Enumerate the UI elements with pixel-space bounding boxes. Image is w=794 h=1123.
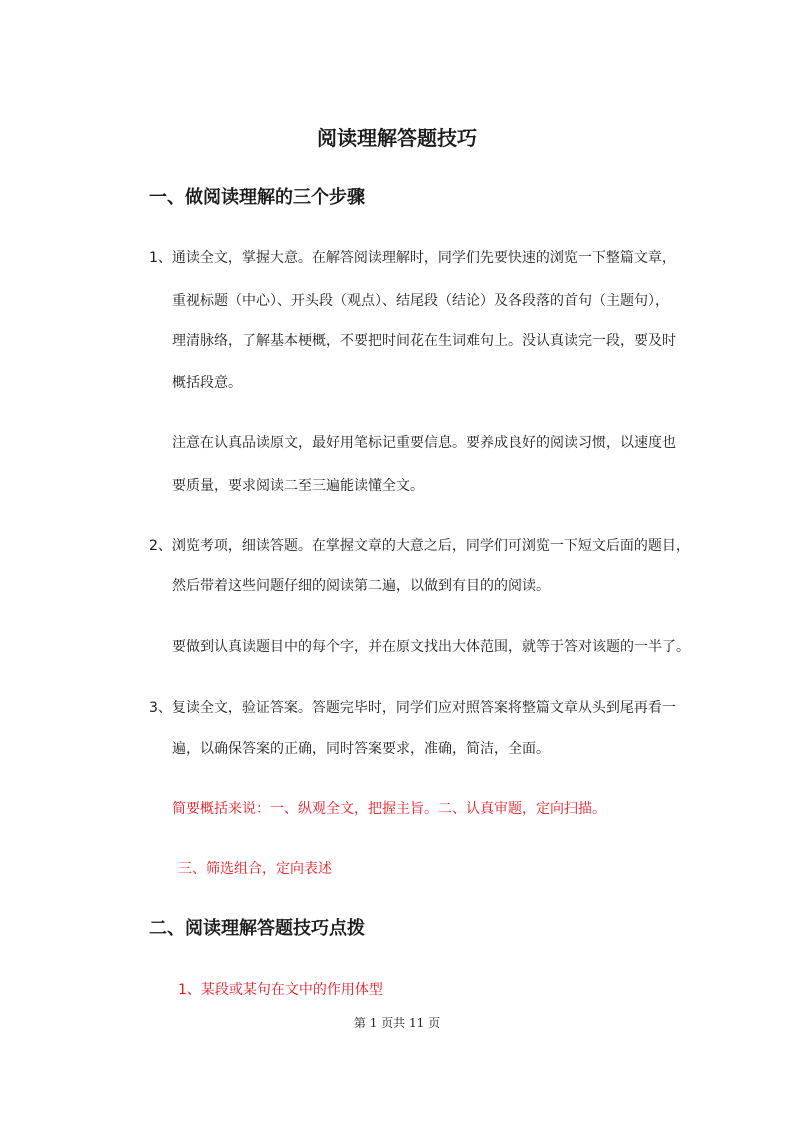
step1-note-line-1: 注意在认真品读原文，最好用笔标记重要信息。要养成良好的阅读习惯，以速度也 bbox=[172, 435, 676, 451]
document-title: 阅读理解答题技巧 bbox=[317, 126, 477, 150]
step1-line-2: 重视标题（中心）、开头段（观点）、结尾段（结论）及各段落的首句（主题句）， bbox=[172, 293, 669, 309]
section-heading-steps: 一、做阅读理解的三个步骤 bbox=[149, 187, 365, 208]
tips-subheading-1: 1、某段或某句在文中的作用体型 bbox=[178, 982, 383, 998]
summary-line-2: 三、筛选组合，定向表述 bbox=[178, 861, 332, 877]
step3-line-1: 3、复读全文，验证答案。答题完毕时，同学们应对照答案将整篇文章从头到尾再看一 bbox=[149, 700, 676, 716]
step2-line-2: 然后带着这些问题仔细的阅读第二遍，以做到有目的的阅读。 bbox=[172, 578, 550, 594]
page-footer: 第 1 页共 11 页 bbox=[353, 1016, 441, 1030]
step1-note-line-2: 要质量，要求阅读二至三遍能读懂全文。 bbox=[172, 478, 424, 494]
step2-line-1: 2、浏览考项，细读答题。在掌握文章的大意之后，同学们可浏览一下短文后面的题目， bbox=[149, 538, 690, 554]
step2-note: 要做到认真读题目中的每个字，并在原文找出大体范围，就等于答对该题的一半了。 bbox=[172, 639, 690, 655]
section-heading-tips: 二、阅读理解答题技巧点拨 bbox=[149, 918, 365, 939]
step1-line-3: 理清脉络，了解基本梗概，不要把时间花在生词难句上。没认真读完一段，要及时 bbox=[172, 333, 676, 349]
step1-line-4: 概括段意。 bbox=[172, 375, 242, 391]
step3-line-2: 遍，以确保答案的正确，同时答案要求，准确，简洁，全面。 bbox=[172, 741, 550, 757]
summary-line-1: 简要概括来说：一、纵观全文，把握主旨。二、认真审题，定向扫描。 bbox=[172, 801, 606, 817]
step1-line-1: 1、通读全文，掌握大意。在解答阅读理解时，同学们先要快速的浏览一下整篇文章， bbox=[149, 250, 676, 266]
